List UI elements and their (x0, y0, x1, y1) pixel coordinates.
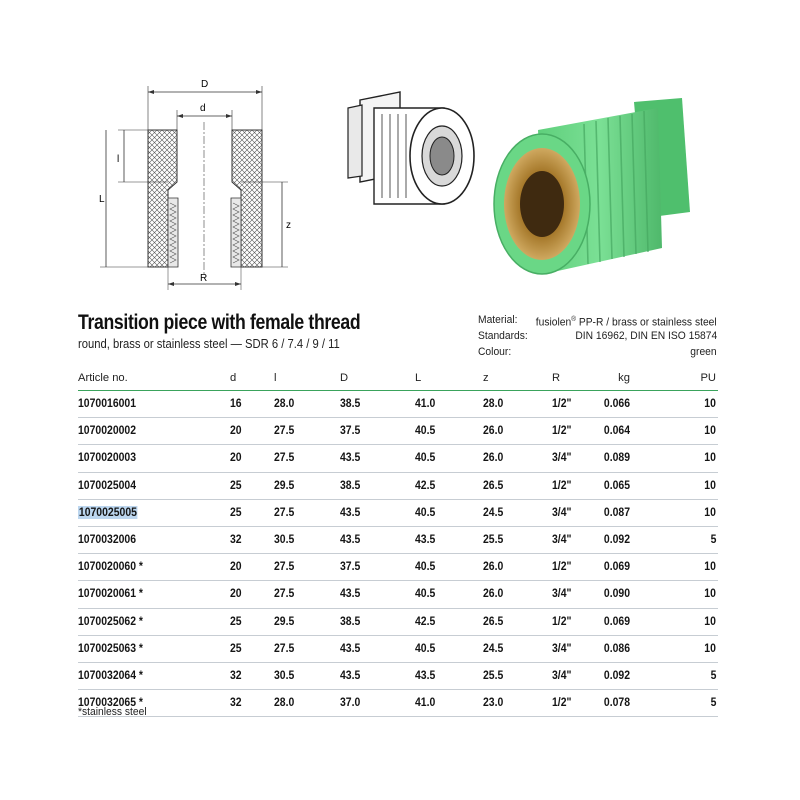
cell-article: 1070032006 (78, 532, 137, 546)
cell-L: 40.5 (415, 560, 436, 574)
table-row (78, 581, 718, 608)
cell-article: 1070020060 * (78, 560, 143, 574)
cell-d: 25 (230, 505, 242, 519)
table-row (78, 445, 718, 472)
cell-l: 28.0 (274, 397, 295, 410)
product-subtitle: round, brass or stainless steel — SDR 6 / 7.4 / 9 / 11 (78, 337, 340, 351)
table-row (78, 636, 718, 663)
spec-standards (460, 328, 717, 344)
cell-d: 32 (230, 696, 242, 710)
cell-l: 27.5 (274, 560, 295, 574)
cell-l: 27.5 (274, 641, 295, 655)
header-l: l (274, 372, 277, 384)
cell-D: 38.5 (340, 478, 361, 492)
spec-colour (460, 344, 717, 360)
cell-R: 3/4" (552, 641, 572, 655)
spec-colour-value: green (690, 346, 717, 358)
cell-R: 1/2" (552, 424, 572, 438)
table-row (78, 418, 718, 445)
cell-d: 25 (230, 478, 242, 492)
spec-material-rest: PP-R / brass or stainless steel (576, 316, 717, 329)
cell-L: 41.0 (415, 696, 436, 710)
cell-z: 25.5 (483, 532, 504, 546)
spec-material (460, 312, 717, 328)
cell-L: 40.5 (415, 505, 436, 519)
cell-kg: 0.065 (603, 478, 630, 492)
header-L: L (415, 372, 422, 384)
dim-z-label: z (286, 220, 291, 231)
fitting-photo (484, 78, 712, 292)
dim-R-label: R (200, 273, 208, 284)
cell-z: 25.5 (483, 668, 504, 682)
spec-standards-value: DIN 16962, DIN EN ISO 15874 (575, 330, 717, 342)
table-row (78, 554, 718, 581)
cell-D: 43.5 (340, 641, 361, 655)
registered-mark: ® (571, 316, 577, 323)
cell-D: 37.5 (340, 560, 361, 574)
header-D: D (340, 372, 349, 384)
cell-z: 26.0 (483, 451, 504, 465)
cell-R: 3/4" (552, 451, 572, 465)
header-pu: PU (700, 372, 716, 384)
cell-R: 1/2" (552, 614, 572, 628)
cell-z: 28.0 (483, 397, 504, 410)
cell-D: 43.5 (340, 451, 361, 465)
cell-article (78, 500, 138, 526)
product-specs (460, 312, 717, 360)
cell-kg: 0.092 (603, 668, 630, 682)
cell-kg: 0.066 (603, 397, 630, 410)
cell-z: 23.0 (483, 696, 504, 710)
product-title: Transition piece with female thread (78, 311, 361, 334)
dim-l-label: l (117, 154, 120, 165)
cell-D: 37.5 (340, 424, 361, 438)
table-row (78, 609, 718, 636)
cell-d: 20 (230, 560, 242, 574)
technical-drawing (92, 70, 304, 292)
header-R: R (552, 372, 561, 384)
cell-L: 41.0 (415, 397, 436, 410)
cell-l: 27.5 (274, 505, 295, 519)
cell-L: 40.5 (415, 424, 436, 438)
header-article: Article no. (78, 372, 128, 384)
cell-L: 40.5 (415, 451, 436, 465)
cell-z: 26.0 (483, 587, 504, 601)
dim-D-label: D (201, 79, 209, 90)
cell-pu: 10 (704, 397, 716, 410)
table-row (78, 527, 718, 554)
cell-R: 1/2" (552, 696, 572, 710)
cell-d: 25 (230, 614, 242, 628)
cell-pu: 10 (704, 424, 716, 438)
cell-l: 27.5 (274, 424, 295, 438)
table-row (78, 500, 718, 527)
cell-R: 3/4" (552, 505, 572, 519)
table-row (78, 473, 718, 500)
cell-pu: 10 (704, 451, 716, 465)
cell-kg: 0.064 (603, 424, 630, 438)
dim-d-label: d (200, 103, 206, 114)
table-row (78, 663, 718, 690)
cell-L: 43.5 (415, 532, 436, 546)
cell-L: 42.5 (415, 614, 436, 628)
cell-pu: 10 (704, 505, 716, 519)
cell-R: 1/2" (552, 478, 572, 492)
selected-text-highlight: 1070025005 (78, 505, 137, 519)
cell-D: 43.5 (340, 532, 361, 546)
cell-article: 1070016001 (78, 397, 137, 410)
cell-l: 29.5 (274, 614, 295, 628)
cell-D: 38.5 (340, 397, 361, 410)
cell-kg: 0.087 (603, 505, 630, 519)
cell-pu: 5 (710, 696, 716, 710)
cell-kg: 0.090 (603, 587, 630, 601)
cell-pu: 10 (704, 641, 716, 655)
spec-material-label: Material: (478, 314, 518, 326)
cell-z: 26.0 (483, 424, 504, 438)
cell-kg: 0.089 (603, 451, 630, 465)
cell-d: 20 (230, 424, 242, 438)
cell-d: 20 (230, 451, 242, 465)
cell-pu: 10 (704, 614, 716, 628)
cell-z: 24.5 (483, 505, 504, 519)
cell-d: 25 (230, 641, 242, 655)
cell-article: 1070025062 * (78, 614, 143, 628)
cell-L: 43.5 (415, 668, 436, 682)
cell-l: 27.5 (274, 451, 295, 465)
cell-kg: 0.069 (603, 560, 630, 574)
article-table (78, 368, 718, 717)
table-row (78, 690, 718, 717)
cell-D: 43.5 (340, 587, 361, 601)
cell-z: 26.5 (483, 478, 504, 492)
cell-L: 40.5 (415, 641, 436, 655)
header-kg: kg (618, 372, 630, 384)
cell-z: 26.5 (483, 614, 504, 628)
cell-pu: 10 (704, 560, 716, 574)
cell-kg: 0.092 (603, 532, 630, 546)
cell-z: 24.5 (483, 641, 504, 655)
cell-R: 3/4" (552, 587, 572, 601)
cell-R: 3/4" (552, 668, 572, 682)
cell-D: 37.0 (340, 696, 361, 710)
spec-colour-label: Colour: (478, 346, 512, 358)
cell-pu: 10 (704, 478, 716, 492)
cell-l: 30.5 (274, 532, 295, 546)
cell-pu: 5 (710, 668, 716, 682)
table-row (78, 391, 718, 418)
cell-article: 1070025063 * (78, 641, 143, 655)
cell-kg: 0.086 (603, 641, 630, 655)
fitting-outline-image (338, 78, 484, 218)
cell-l: 30.5 (274, 668, 295, 682)
cell-kg: 0.078 (603, 696, 630, 710)
table-header (78, 368, 718, 391)
cell-R: 3/4" (552, 532, 572, 546)
cell-d: 16 (230, 397, 242, 410)
cell-article: 1070020003 (78, 451, 137, 465)
cell-kg: 0.069 (603, 614, 630, 628)
cell-pu: 10 (704, 587, 716, 601)
cell-d: 32 (230, 532, 242, 546)
cell-l: 28.0 (274, 696, 295, 710)
cell-z: 26.0 (483, 560, 504, 574)
cell-d: 32 (230, 668, 242, 682)
cell-article: 1070032064 * (78, 668, 143, 682)
cell-R: 1/2" (552, 397, 572, 410)
header-z: z (483, 372, 489, 384)
cell-D: 43.5 (340, 505, 361, 519)
cell-L: 40.5 (415, 587, 436, 601)
dim-L-label: L (99, 194, 105, 205)
header-d: d (230, 372, 237, 384)
cell-d: 20 (230, 587, 242, 601)
cell-article: 1070025004 (78, 478, 137, 492)
cell-L: 42.5 (415, 478, 436, 492)
cell-article: 1070020061 * (78, 587, 143, 601)
spec-material-brand: fusiolen (536, 316, 572, 329)
cell-l: 29.5 (274, 478, 295, 492)
cell-pu: 5 (710, 532, 716, 546)
cell-D: 38.5 (340, 614, 361, 628)
cell-article: 1070032065 * (78, 696, 143, 710)
cell-article: 1070020002 (78, 424, 137, 438)
footnote: *stainless steel (78, 706, 147, 718)
table-body (78, 391, 718, 717)
cell-l: 27.5 (274, 587, 295, 601)
spec-standards-label: Standards: (478, 330, 528, 342)
cell-D: 43.5 (340, 668, 361, 682)
cell-R: 1/2" (552, 560, 572, 574)
